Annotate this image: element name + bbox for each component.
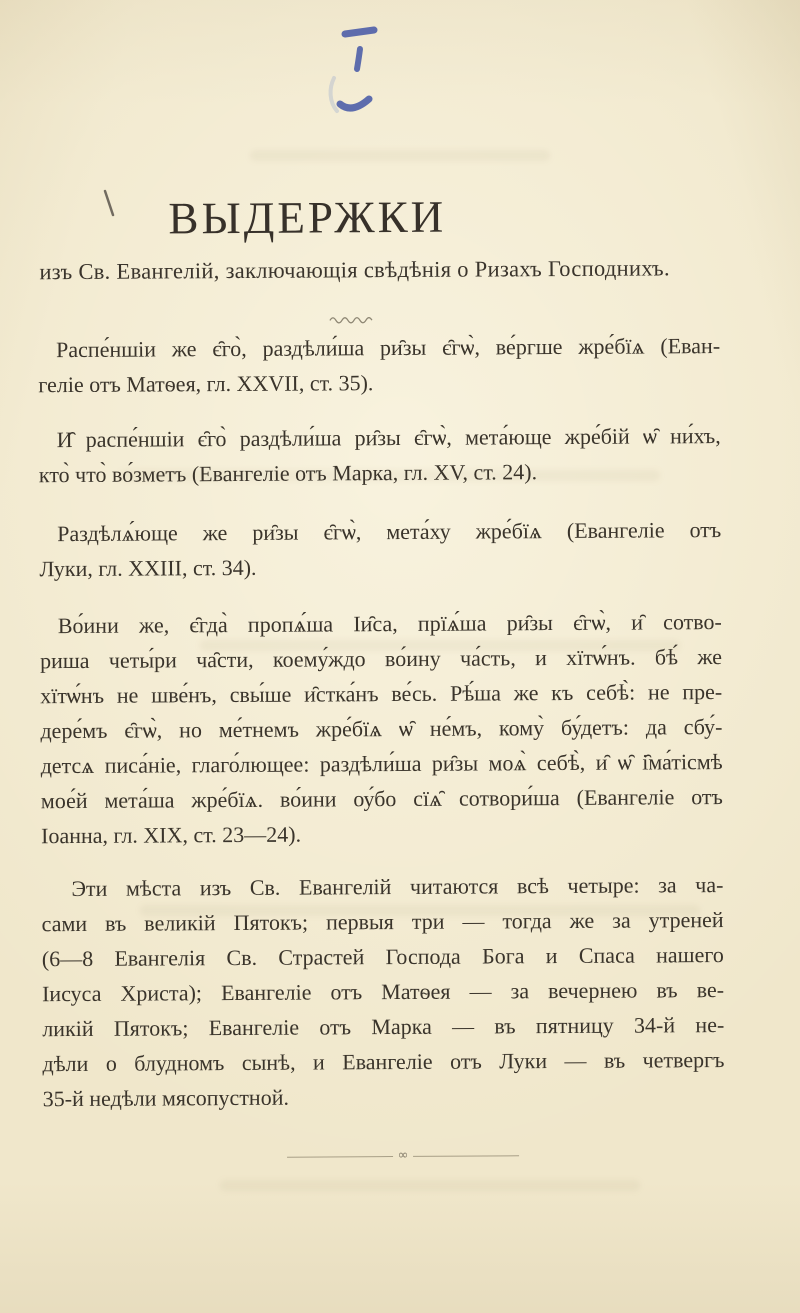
paragraph-matthew xyxy=(38,328,720,402)
text-line: Іоанна, гл. XIX, ст. 23—24). xyxy=(41,821,302,849)
text-line: 35-й недѣли мясопустной. xyxy=(42,1084,290,1112)
page-title: ВЫДЕРЖКИ xyxy=(168,191,447,244)
text-line: детсѧ писа́ніе, глаго́лющее: раздѣли́ша ри̑зы моѧ̀ себѣ̀, и̑ ѡ̑ і̑ма́тісмѣ xyxy=(40,749,723,779)
text-line: Эти мѣста изъ Св. Евангелій читаются всѣ четыре: за ча- xyxy=(71,872,724,902)
text-line: дере́мъ є̑гѡ̀, но ме́тнемъ жре́бїѧ ѡ̑ не́мъ, кому̀ бу́детъ: да сбу́- xyxy=(40,714,723,744)
text-line: Распе́ншіи же є̑го̀, раздѣли́ша ри̑зы є̑гѡ̀, ве́ргше жре́бїѧ (Еван- xyxy=(56,333,721,363)
text-line: Раздѣлѧ́юще же ри̑зы є̑гѡ̀, мета́ху жре́бїѧ (Евангеліе отъ xyxy=(57,517,722,547)
text-line: сами въ великій Пятокъ; первыя три — тогда же за утреней xyxy=(41,907,724,937)
text-line: (6—8 Евангелія Св. Страстей Господа Бога и Спаса нашего xyxy=(41,942,724,972)
text-line: Во́ини же, є̑гда̀ пропѧ́ша Іи̑са, прїѧ́ша ри̑зы є̑гѡ̀, и̑ сотво- xyxy=(57,609,722,639)
text-line: И̑ распе́ншіи є̑го̀ раздѣли́ша ри̑зы є̑гѡ̀, мета́юще жре́бій ѡ̑ ни́хъ, xyxy=(56,423,721,453)
paragraph-commentary xyxy=(41,867,724,1116)
paragraph-luke xyxy=(39,512,721,586)
text-line: мое́й мета́ша жре́бїѧ. во́ини оу́бо сїѧ̑ сотвори́ша (Евангеліе отъ xyxy=(40,784,723,814)
text-block xyxy=(38,328,725,1116)
text-line: кто̀ что̀ во́зметъ (Евангеліе отъ Марка, гл. XV, ст. 24). xyxy=(38,459,538,488)
divider-rule xyxy=(413,1155,519,1157)
text-line: ликій Пятокъ; Евангеліе отъ Марка — въ пятницу 34-й не- xyxy=(42,1012,725,1042)
text-line: хїтѡ́нъ не шве́нъ, свы́ше и̑стка́нъ ве́сь. Рѣ́ша же къ себѣ̀: не пре- xyxy=(40,679,723,709)
page-subtitle: изъ Св. Евангелій, заключающія свѣдѣнія о Ризахъ Господнихъ. xyxy=(39,254,670,284)
text-line: Іисуса Христа); Евангеліе отъ Матѳея — за вечернею въ ве- xyxy=(41,977,725,1007)
squiggle-ornament-icon xyxy=(329,313,375,325)
text-line: геліе отъ Матѳея, гл. XXVII, ст. 35). xyxy=(38,370,374,398)
footer-divider xyxy=(287,1149,519,1163)
page-header xyxy=(0,191,798,285)
divider-rule xyxy=(287,1156,393,1158)
text-line: Луки, гл. XXIII, ст. 34). xyxy=(39,554,257,582)
text-line: дѣли о блудномъ сынѣ, и Евангеліе отъ Луки — въ четвергъ xyxy=(42,1047,725,1077)
text-line: риша четы́ри ча̑сти, коему́ждо во́ину ча́сть, и хїтѡ́нъ. бѣ́ же xyxy=(39,644,723,674)
paragraph-mark xyxy=(39,418,721,492)
infinity-ornament: ∞ xyxy=(397,1147,409,1164)
paragraph-john xyxy=(40,604,723,853)
